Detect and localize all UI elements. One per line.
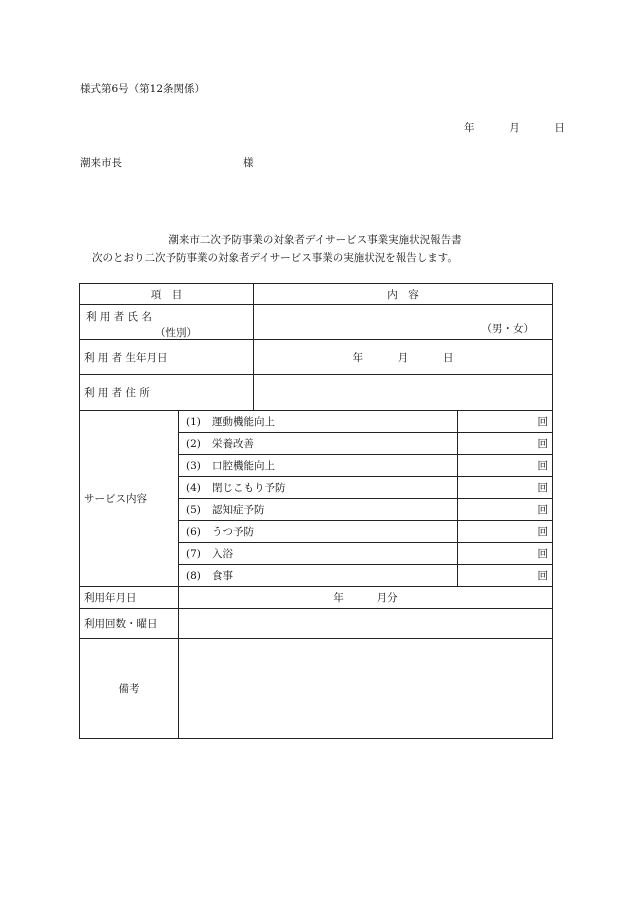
usage-year: 年 bbox=[333, 592, 344, 604]
row-usage-month bbox=[80, 587, 553, 609]
addressee-suffix: 様 bbox=[243, 157, 254, 169]
service-name: 食事 bbox=[212, 570, 233, 582]
service-name-cell bbox=[179, 433, 458, 455]
service-number: (6) bbox=[186, 526, 201, 538]
user-name-label-cell bbox=[80, 305, 254, 340]
usage-month: 月分 bbox=[376, 592, 398, 604]
service-name: うつ予防 bbox=[212, 526, 254, 538]
service-name: 閉じこもり予防 bbox=[212, 482, 286, 494]
user-name-label: 利 用 者 氏 名 bbox=[86, 311, 152, 323]
birth-day: 日 bbox=[442, 351, 454, 364]
service-count-field[interactable]: 回 bbox=[458, 455, 553, 477]
gender-options: （男・女） bbox=[481, 323, 534, 335]
service-count-field[interactable]: 回 bbox=[458, 499, 553, 521]
form-number: 様式第6号（第12条関係） bbox=[80, 83, 206, 95]
user-name-field[interactable] bbox=[254, 305, 553, 340]
date-year: 年 bbox=[464, 122, 475, 134]
row-birthdate bbox=[80, 340, 553, 375]
report-table bbox=[79, 283, 553, 739]
header-content: 内 容 bbox=[254, 284, 553, 305]
date-line bbox=[464, 120, 565, 135]
service-number: (1) bbox=[186, 416, 201, 428]
usage-month-label: 利用年月日 bbox=[80, 587, 179, 609]
usage-count-field[interactable] bbox=[179, 609, 553, 639]
service-number: (5) bbox=[186, 504, 201, 516]
remarks-field[interactable] bbox=[179, 639, 553, 739]
addressee: 潮来市長 bbox=[80, 157, 122, 169]
usage-count-label: 利用回数・曜日 bbox=[80, 609, 179, 639]
service-number: (7) bbox=[186, 548, 201, 560]
service-number: (2) bbox=[186, 438, 201, 450]
service-name: 口腔機能向上 bbox=[212, 460, 275, 472]
document-intro: 次のとおり二次予防事業の対象者デイサービス事業の実施状況を報告します。 bbox=[92, 252, 458, 264]
service-count-field[interactable]: 回 bbox=[458, 565, 553, 587]
service-name: 栄養改善 bbox=[212, 438, 254, 450]
service-number: (8) bbox=[186, 570, 201, 582]
service-name-cell bbox=[179, 411, 458, 433]
row-user-name bbox=[80, 305, 553, 340]
usage-month-field[interactable] bbox=[179, 587, 553, 609]
remarks-label: 備考 bbox=[80, 639, 179, 739]
service-count-field[interactable]: 回 bbox=[458, 411, 553, 433]
service-name-cell bbox=[179, 499, 458, 521]
date-day: 日 bbox=[554, 122, 565, 134]
service-label: サービス内容 bbox=[80, 411, 179, 587]
address-field[interactable] bbox=[254, 375, 553, 411]
header-item: 項 目 bbox=[80, 284, 254, 305]
birthdate-label: 利 用 者 生年月日 bbox=[80, 340, 254, 375]
table-header-row bbox=[80, 284, 553, 305]
service-name: 入浴 bbox=[212, 548, 233, 560]
service-name-cell bbox=[179, 455, 458, 477]
document-title: 潮来市二次予防事業の対象者デイサービス事業実施状況報告書 bbox=[168, 234, 462, 246]
address-label: 利 用 者 住 所 bbox=[80, 375, 254, 411]
service-number: (3) bbox=[186, 460, 201, 472]
service-row bbox=[80, 411, 553, 433]
service-count-field[interactable]: 回 bbox=[458, 521, 553, 543]
service-number: (4) bbox=[186, 482, 201, 494]
service-name-cell bbox=[179, 477, 458, 499]
date-month: 月 bbox=[509, 122, 520, 134]
user-gender-label: （性別） bbox=[155, 327, 197, 339]
row-usage-count bbox=[80, 609, 553, 639]
row-address bbox=[80, 375, 553, 411]
service-count-field[interactable]: 回 bbox=[458, 477, 553, 499]
service-name-cell bbox=[179, 521, 458, 543]
row-remarks bbox=[80, 639, 553, 739]
birthdate-field[interactable] bbox=[254, 340, 553, 375]
service-count-field[interactable]: 回 bbox=[458, 543, 553, 565]
service-name-cell bbox=[179, 543, 458, 565]
service-name: 運動機能向上 bbox=[212, 416, 275, 428]
service-count-field[interactable]: 回 bbox=[458, 433, 553, 455]
birth-year: 年 bbox=[352, 351, 364, 364]
service-name-cell bbox=[179, 565, 458, 587]
service-name: 認知症予防 bbox=[212, 504, 265, 516]
birth-month: 月 bbox=[397, 351, 409, 364]
